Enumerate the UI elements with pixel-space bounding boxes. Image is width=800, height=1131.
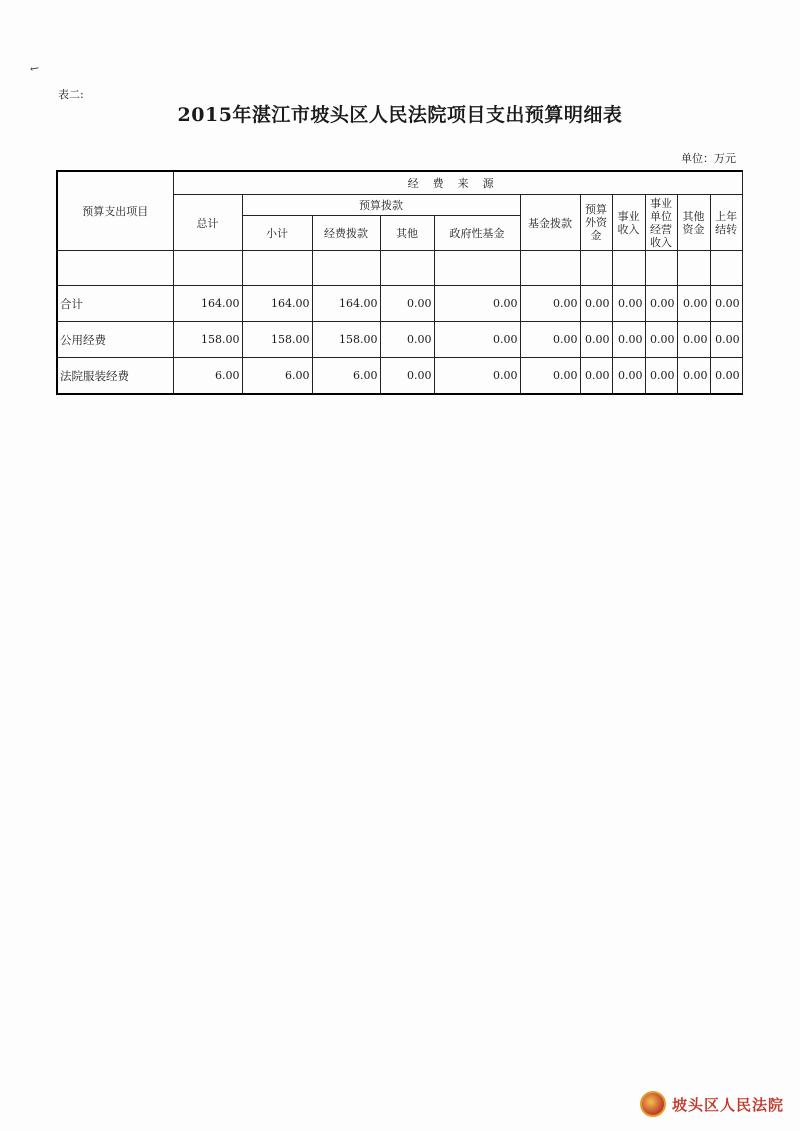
table-cell: 0.00 bbox=[580, 358, 612, 395]
header-source-label: 经费来源 bbox=[407, 177, 508, 190]
table-cell: 6.00 bbox=[173, 358, 242, 395]
table-cell: 0.00 bbox=[434, 358, 520, 395]
table-cell: 164.00 bbox=[173, 286, 242, 322]
table-cell: 0.00 bbox=[710, 322, 742, 358]
table-cell: 0.00 bbox=[645, 286, 677, 322]
table-cell: 164.00 bbox=[242, 286, 312, 322]
header-budget-allocation: 预算拨款 bbox=[242, 195, 520, 216]
table-cell: 0.00 bbox=[380, 322, 434, 358]
table-cell: 0.00 bbox=[580, 322, 612, 358]
header-fund-allocation: 基金拨款 bbox=[520, 195, 580, 251]
blank-cell bbox=[312, 251, 380, 286]
table-cell: 0.00 bbox=[710, 286, 742, 322]
blank-cell bbox=[57, 251, 173, 286]
table-cell: 0.00 bbox=[380, 286, 434, 322]
table-cell: 158.00 bbox=[312, 322, 380, 358]
blank-cell bbox=[242, 251, 312, 286]
blank-cell bbox=[434, 251, 520, 286]
court-logo-text: 坡头区人民法院 bbox=[672, 1095, 785, 1114]
header-carryover: 上年结转 bbox=[710, 195, 742, 251]
row-label: 法院服装经费 bbox=[57, 358, 173, 395]
header-extra-budget: 预算外资金 bbox=[580, 195, 612, 251]
table-cell: 0.00 bbox=[612, 358, 645, 395]
table-cell: 164.00 bbox=[312, 286, 380, 322]
blank-cell bbox=[520, 251, 580, 286]
header-business-income: 事业收入 bbox=[612, 195, 645, 251]
unit-label: 单位：万元 bbox=[681, 152, 736, 165]
header-gov-fund: 政府性基金 bbox=[434, 216, 520, 251]
table-cell: 0.00 bbox=[645, 358, 677, 395]
table-row bbox=[57, 358, 742, 395]
header-item bbox=[57, 171, 173, 251]
table-number: 表二: bbox=[58, 88, 84, 101]
table-row bbox=[57, 286, 742, 322]
table-cell: 0.00 bbox=[520, 322, 580, 358]
table-cell: 158.00 bbox=[173, 322, 242, 358]
table-row bbox=[57, 322, 742, 358]
table-cell: 0.00 bbox=[677, 358, 710, 395]
blank-cell bbox=[710, 251, 742, 286]
header-item-label: 预算支出项目 bbox=[82, 205, 149, 218]
table-cell: 0.00 bbox=[520, 286, 580, 322]
blank-cell bbox=[173, 251, 242, 286]
header-other-funds: 其他资金 bbox=[677, 195, 710, 251]
table-cell: 0.00 bbox=[434, 286, 520, 322]
court-logo bbox=[640, 1086, 800, 1122]
blank-cell bbox=[645, 251, 677, 286]
row-label: 公用经费 bbox=[57, 322, 173, 358]
header-total: 总计 bbox=[173, 195, 242, 251]
table-cell: 0.00 bbox=[380, 358, 434, 395]
table-cell: 0.00 bbox=[710, 358, 742, 395]
budget-table bbox=[56, 170, 743, 395]
header-funding-allocation: 经费拨款 bbox=[312, 216, 380, 251]
header-operating-income: 事业单位经营收入 bbox=[645, 195, 677, 251]
table-cell: 0.00 bbox=[520, 358, 580, 395]
table-cell: 0.00 bbox=[612, 322, 645, 358]
table-cell: 0.00 bbox=[580, 286, 612, 322]
table-cell: 0.00 bbox=[612, 286, 645, 322]
page-title: 2015年湛江市坡头区人民法院项目支出预算明细表 bbox=[177, 104, 623, 126]
blank-cell bbox=[380, 251, 434, 286]
table-cell: 0.00 bbox=[645, 322, 677, 358]
blank-cell bbox=[580, 251, 612, 286]
table-cell: 0.00 bbox=[677, 286, 710, 322]
table-body bbox=[57, 286, 742, 395]
table-cell: 6.00 bbox=[312, 358, 380, 395]
scan-mark: ← bbox=[28, 61, 41, 76]
blank-row bbox=[57, 251, 742, 286]
table-cell: 158.00 bbox=[242, 322, 312, 358]
header-source bbox=[173, 171, 742, 195]
table-cell: 6.00 bbox=[242, 358, 312, 395]
blank-cell bbox=[612, 251, 645, 286]
blank-cell bbox=[677, 251, 710, 286]
row-label: 合计 bbox=[57, 286, 173, 322]
header-subtotal: 小计 bbox=[242, 216, 312, 251]
header-other: 其他 bbox=[380, 216, 434, 251]
table-cell: 0.00 bbox=[677, 322, 710, 358]
table-cell: 0.00 bbox=[434, 322, 520, 358]
court-seal-icon bbox=[640, 1091, 666, 1117]
